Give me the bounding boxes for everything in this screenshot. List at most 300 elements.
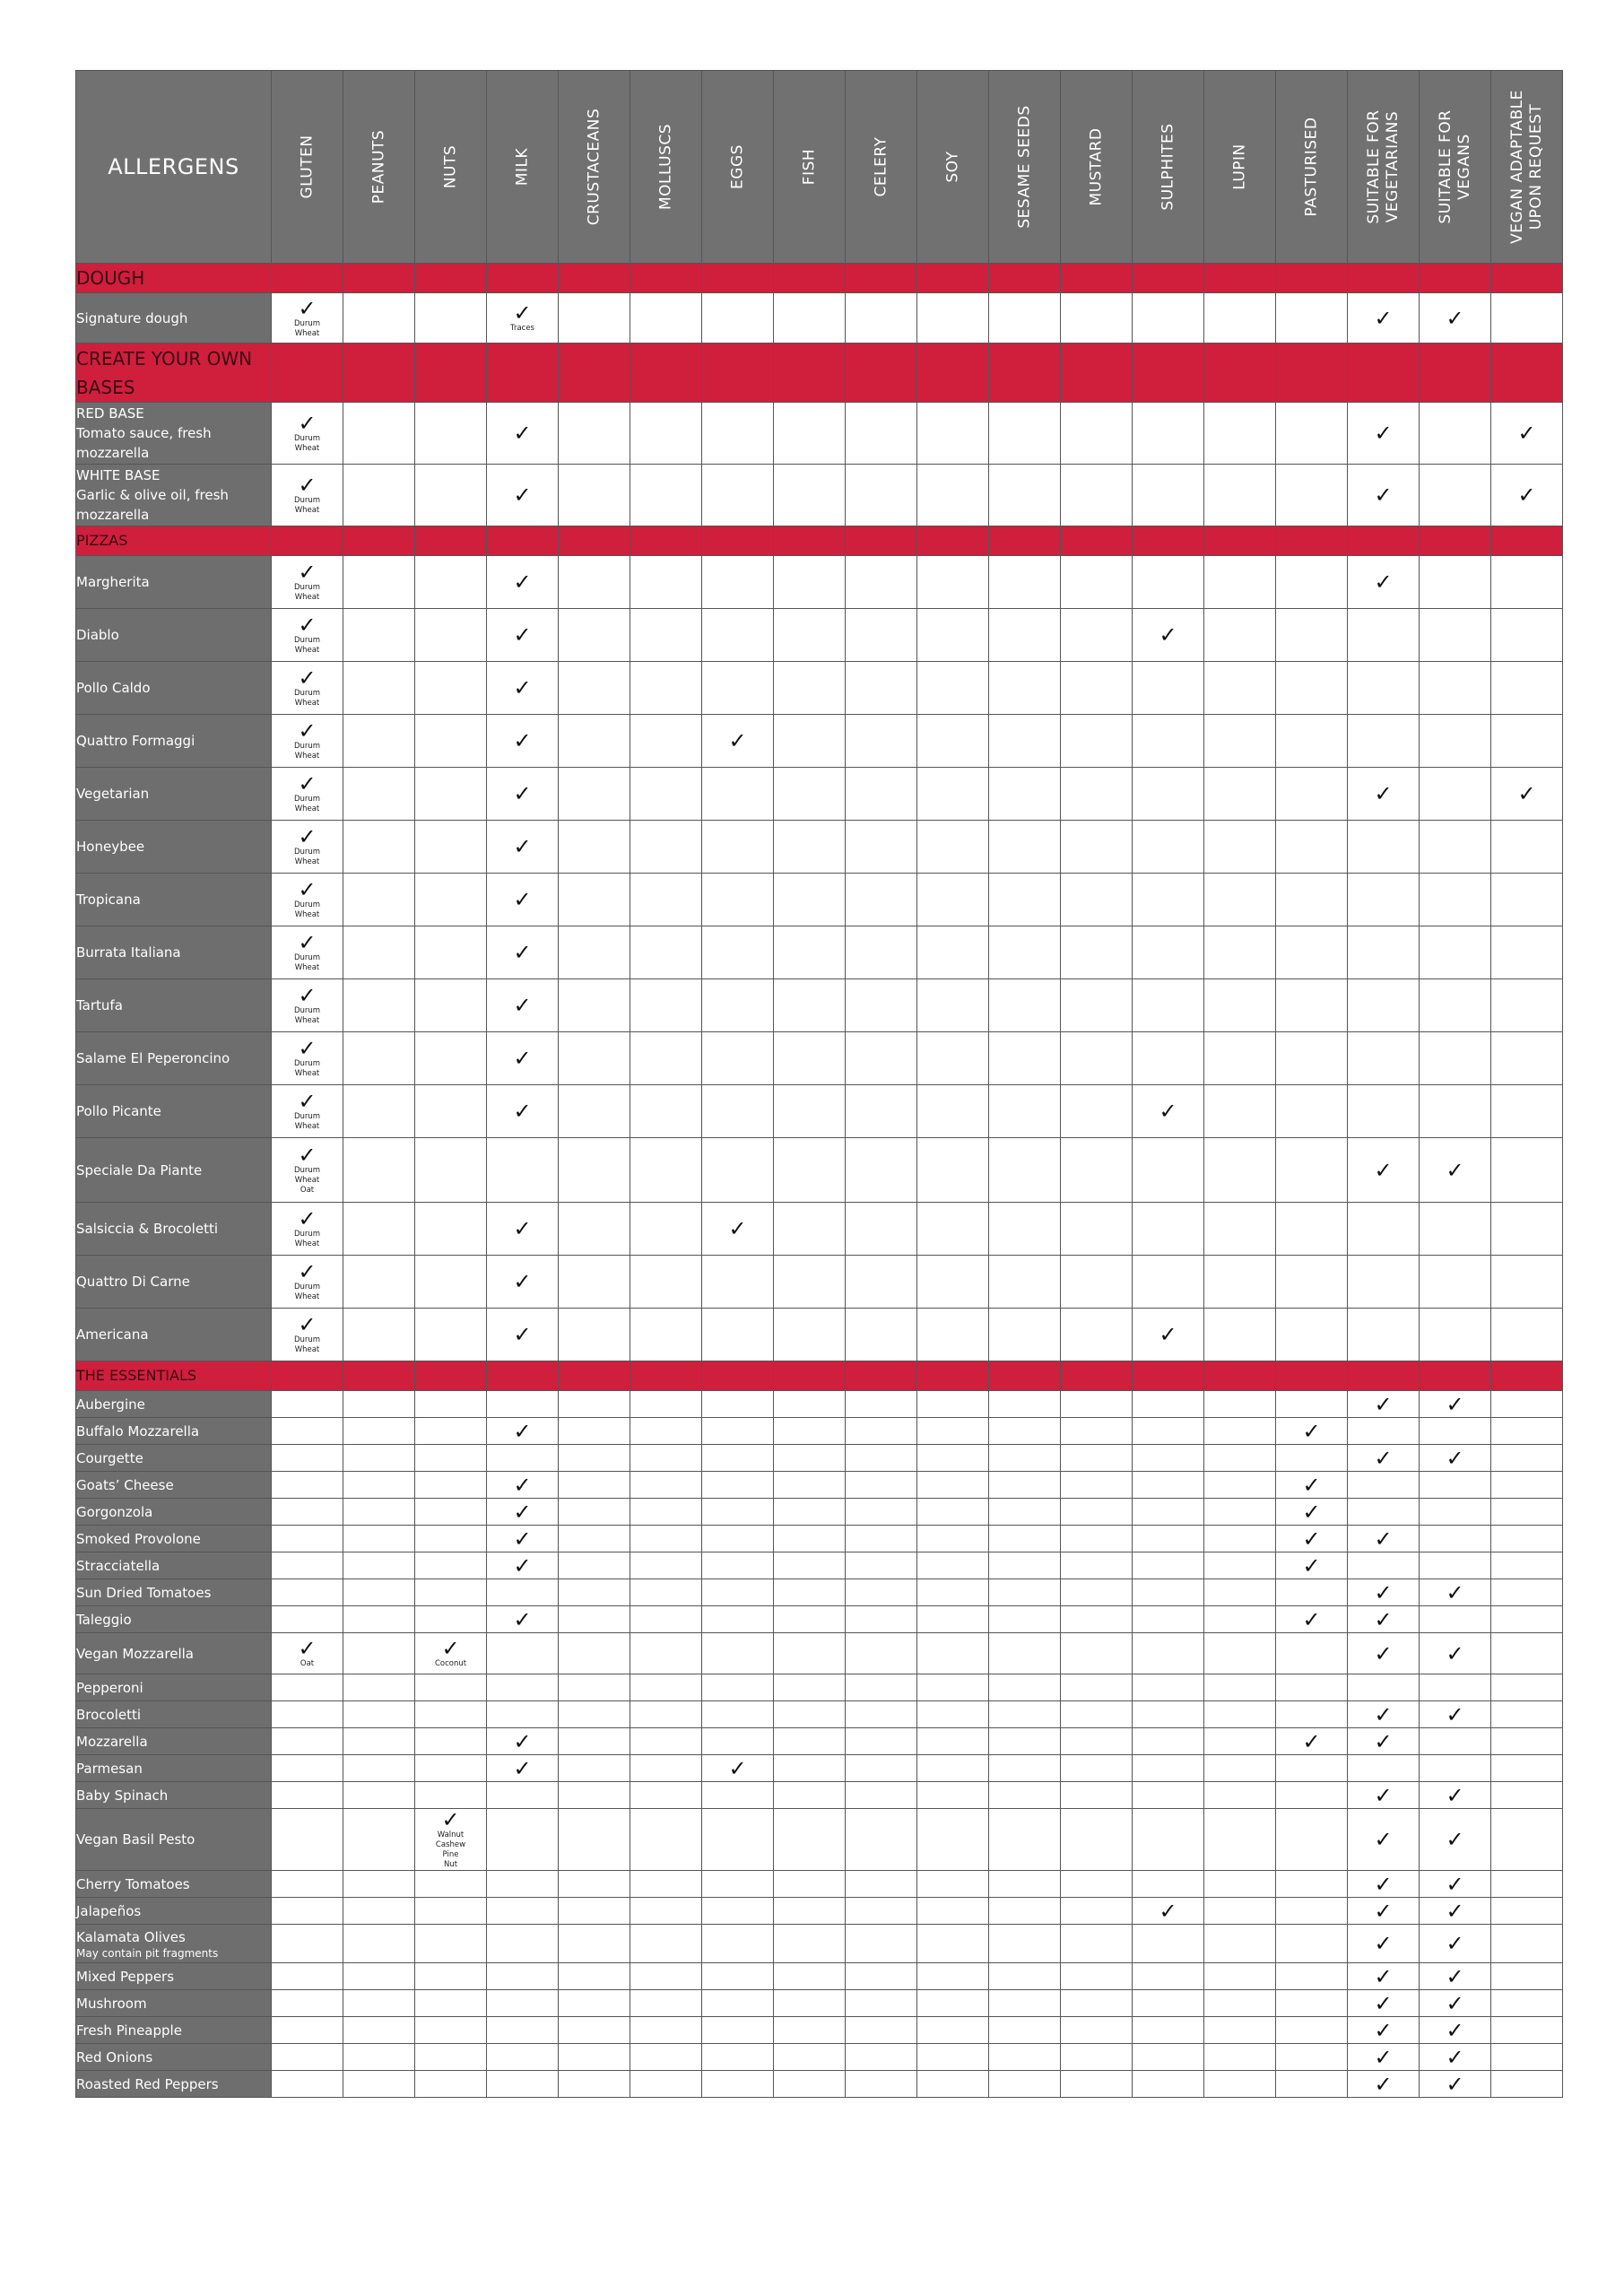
check-icon: ✓ xyxy=(513,1418,532,1444)
allergen-cell xyxy=(559,662,630,715)
allergen-cell xyxy=(1420,1701,1491,1728)
check-icon: ✓ xyxy=(513,300,532,326)
item-name: Quattro Di Carne xyxy=(76,1256,272,1309)
allergen-cell xyxy=(559,1391,630,1418)
allergen-note: Durum xyxy=(293,1112,321,1121)
allergen-cell xyxy=(774,1963,846,1990)
allergen-cell xyxy=(989,1499,1061,1526)
allergen-cell xyxy=(272,768,343,821)
check-icon: ✓ xyxy=(298,718,317,744)
check-icon: ✓ xyxy=(1159,1099,1177,1124)
check-icon: ✓ xyxy=(513,1046,532,1071)
allergen-cell xyxy=(343,715,415,768)
allergen-cell xyxy=(487,609,559,662)
check-icon: ✓ xyxy=(1374,2044,1393,2070)
allergen-cell xyxy=(487,1606,559,1633)
check-icon: ✓ xyxy=(1446,1990,1464,2016)
allergen-cell xyxy=(272,1085,343,1138)
check-icon: ✓ xyxy=(1446,1782,1464,1808)
allergen-cell xyxy=(1491,1552,1563,1579)
allergen-cell xyxy=(917,1203,989,1256)
allergen-cell xyxy=(702,1606,774,1633)
allergen-cell xyxy=(1491,1526,1563,1552)
allergen-cell xyxy=(917,2044,989,2071)
allergen-cell xyxy=(917,1782,989,1809)
allergen-cell xyxy=(1061,1085,1133,1138)
allergen-note: Wheat xyxy=(294,506,320,515)
item-name: Jalapeños xyxy=(76,1898,272,1925)
allergen-cell xyxy=(989,1755,1061,1782)
allergen-cell xyxy=(1348,1755,1420,1782)
section-fill-cell xyxy=(774,264,846,293)
section-fill-cell xyxy=(1491,526,1563,556)
item-name: Tropicana xyxy=(76,874,272,926)
section-fill-cell xyxy=(846,526,917,556)
allergen-cell xyxy=(917,768,989,821)
allergen-cell xyxy=(630,715,702,768)
allergen-cell xyxy=(989,874,1061,926)
allergen-cell xyxy=(415,1674,487,1701)
allergen-cell xyxy=(1204,821,1276,874)
allergen-cell xyxy=(917,1085,989,1138)
section-fill-cell xyxy=(272,264,343,293)
allergen-cell xyxy=(774,821,846,874)
allergen-cell xyxy=(1276,2017,1348,2044)
check-icon: ✓ xyxy=(1374,421,1393,446)
section-fill-cell xyxy=(1348,264,1420,293)
section-fill-cell xyxy=(1204,1361,1276,1391)
allergen-cell xyxy=(1348,403,1420,465)
allergen-cell xyxy=(487,293,559,344)
allergen-cell xyxy=(1276,465,1348,526)
allergen-cell xyxy=(1276,1552,1348,1579)
allergen-cell xyxy=(774,1418,846,1445)
check-icon: ✓ xyxy=(1446,1391,1464,1417)
table-row xyxy=(76,874,1563,926)
table-row xyxy=(76,1085,1563,1138)
allergen-cell xyxy=(1204,926,1276,979)
allergen-cell xyxy=(917,1990,989,2017)
allergen-cell xyxy=(1204,1552,1276,1579)
allergen-note: Durum xyxy=(293,1059,321,1068)
allergen-cell xyxy=(1204,1606,1276,1633)
allergen-cell xyxy=(989,1445,1061,1472)
allergen-cell xyxy=(1491,2044,1563,2071)
item-name: Courgette xyxy=(76,1445,272,1472)
item-name: Gorgonzola xyxy=(76,1499,272,1526)
section-fill-cell xyxy=(774,526,846,556)
allergen-cell xyxy=(1204,979,1276,1032)
allergen-cell xyxy=(846,1391,917,1418)
allergen-cell xyxy=(415,403,487,465)
allergen-cell xyxy=(1133,1032,1204,1085)
allergen-cell xyxy=(1276,1138,1348,1203)
item-name: Smoked Provolone xyxy=(76,1526,272,1552)
table-row xyxy=(76,1472,1563,1499)
section-fill-cell xyxy=(343,1361,415,1391)
section-fill-cell xyxy=(1061,526,1133,556)
table-row xyxy=(76,821,1563,874)
allergen-cell xyxy=(774,1256,846,1309)
allergen-cell xyxy=(1133,1203,1204,1256)
allergen-cell xyxy=(1133,1552,1204,1579)
allergen-cell xyxy=(415,821,487,874)
check-icon: ✓ xyxy=(298,1036,317,1061)
allergen-cell xyxy=(702,293,774,344)
allergen-cell xyxy=(774,1809,846,1871)
allergen-cell xyxy=(1276,1871,1348,1898)
allergen-cell xyxy=(1133,556,1204,609)
table-row xyxy=(76,609,1563,662)
column-header-0 xyxy=(272,71,343,264)
check-icon: ✓ xyxy=(513,1526,532,1552)
table-row xyxy=(76,979,1563,1032)
allergen-cell xyxy=(487,1526,559,1552)
allergen-cell xyxy=(1348,609,1420,662)
allergen-cell xyxy=(846,821,917,874)
allergen-cell xyxy=(917,1418,989,1445)
allergen-cell xyxy=(1491,768,1563,821)
allergen-cell xyxy=(846,662,917,715)
allergen-cell xyxy=(415,1579,487,1606)
allergen-cell xyxy=(415,1782,487,1809)
check-icon: ✓ xyxy=(513,421,532,446)
allergen-cell xyxy=(343,1728,415,1755)
table-row xyxy=(76,2071,1563,2098)
allergen-cell xyxy=(630,821,702,874)
allergen-cell xyxy=(487,1633,559,1674)
allergen-cell xyxy=(487,1871,559,1898)
allergen-cell xyxy=(559,979,630,1032)
section-fill-cell xyxy=(702,526,774,556)
allergen-cell xyxy=(702,1579,774,1606)
allergen-cell xyxy=(917,2017,989,2044)
allergen-cell xyxy=(1348,1898,1420,1925)
allergen-cell xyxy=(1061,1309,1133,1361)
allergen-cell xyxy=(1133,609,1204,662)
allergen-cell xyxy=(630,556,702,609)
allergen-cell xyxy=(702,821,774,874)
check-icon: ✓ xyxy=(298,295,317,321)
allergen-cell xyxy=(1348,465,1420,526)
allergen-cell xyxy=(630,1203,702,1256)
allergen-cell xyxy=(343,1606,415,1633)
allergen-note: Durum xyxy=(293,848,321,857)
allergen-cell xyxy=(559,403,630,465)
allergen-cell xyxy=(846,1782,917,1809)
allergen-cell xyxy=(1348,1633,1420,1674)
allergen-cell xyxy=(1491,609,1563,662)
allergen-cell xyxy=(630,1871,702,1898)
check-icon: ✓ xyxy=(1446,2071,1464,2097)
allergen-cell xyxy=(1420,1579,1491,1606)
allergen-cell xyxy=(630,1633,702,1674)
allergen-cell xyxy=(917,609,989,662)
allergen-cell xyxy=(1420,1445,1491,1472)
allergen-cell xyxy=(343,1809,415,1871)
allergen-cell xyxy=(1348,1445,1420,1472)
item-name xyxy=(76,465,272,526)
allergen-cell xyxy=(989,1472,1061,1499)
allergen-cell xyxy=(343,768,415,821)
allergen-cell xyxy=(917,1809,989,1871)
column-header-12 xyxy=(1133,71,1204,264)
allergen-note: Wheat xyxy=(294,1239,320,1248)
allergen-cell xyxy=(989,1138,1061,1203)
allergen-cell xyxy=(1133,1309,1204,1361)
column-header-label: PASTURISED xyxy=(1302,117,1320,217)
allergen-cell xyxy=(343,662,415,715)
allergen-cell xyxy=(1276,768,1348,821)
allergen-cell xyxy=(1491,1579,1563,1606)
item-name: Tartufa xyxy=(76,979,272,1032)
allergen-cell xyxy=(1491,1898,1563,1925)
allergen-cell xyxy=(487,821,559,874)
allergen-cell xyxy=(1420,403,1491,465)
allergen-note: Wheat xyxy=(294,328,320,338)
allergen-cell xyxy=(1204,1418,1276,1445)
allergen-cell xyxy=(846,1418,917,1445)
allergen-cell xyxy=(630,609,702,662)
allergen-cell xyxy=(630,1391,702,1418)
allergen-cell xyxy=(487,1203,559,1256)
allergen-cell xyxy=(487,715,559,768)
allergen-cell xyxy=(272,1138,343,1203)
allergen-cell xyxy=(1204,2017,1276,2044)
allergen-cell xyxy=(1133,1782,1204,1809)
column-header-label: PEANUTS xyxy=(369,129,387,204)
allergen-cell xyxy=(487,556,559,609)
check-icon: ✓ xyxy=(298,473,317,498)
allergen-cell xyxy=(1348,1674,1420,1701)
allergen-cell xyxy=(989,1990,1061,2017)
allergen-cell xyxy=(774,1674,846,1701)
allergen-cell xyxy=(1348,715,1420,768)
allergen-cell xyxy=(1061,2017,1133,2044)
check-icon: ✓ xyxy=(1374,1782,1393,1808)
check-icon: ✓ xyxy=(1446,1898,1464,1924)
allergen-cell xyxy=(343,293,415,344)
check-icon: ✓ xyxy=(1374,1827,1393,1852)
allergen-cell xyxy=(774,1203,846,1256)
allergen-cell xyxy=(989,2071,1061,2098)
check-icon: ✓ xyxy=(1374,305,1393,331)
allergen-cell xyxy=(272,1552,343,1579)
allergen-cell xyxy=(487,874,559,926)
table-row xyxy=(76,1990,1563,2017)
section-fill-cell xyxy=(487,526,559,556)
allergen-cell xyxy=(630,293,702,344)
allergen-note: Wheat xyxy=(294,646,320,655)
allergen-cell xyxy=(702,1963,774,1990)
allergen-cell xyxy=(1061,403,1133,465)
item-name: Vegan Basil Pesto xyxy=(76,1809,272,1871)
allergen-cell xyxy=(1204,1963,1276,1990)
allergen-cell xyxy=(487,2017,559,2044)
section-fill-cell xyxy=(1420,1361,1491,1391)
allergen-cell xyxy=(1276,1674,1348,1701)
allergen-cell xyxy=(559,556,630,609)
allergen-cell xyxy=(1420,609,1491,662)
allergen-cell xyxy=(1348,1809,1420,1871)
allergen-cell xyxy=(1491,979,1563,1032)
allergen-cell xyxy=(1133,465,1204,526)
allergen-cell xyxy=(559,1579,630,1606)
allergen-note: Durum xyxy=(293,1283,321,1292)
allergen-cell xyxy=(272,2017,343,2044)
section-fill-cell xyxy=(415,344,487,403)
allergen-cell xyxy=(917,1472,989,1499)
allergen-cell xyxy=(343,1138,415,1203)
allergen-cell xyxy=(415,465,487,526)
allergen-cell xyxy=(559,2044,630,2071)
allergen-cell xyxy=(989,1418,1061,1445)
column-header-1 xyxy=(343,71,415,264)
check-icon: ✓ xyxy=(1517,781,1536,806)
allergen-cell xyxy=(630,2017,702,2044)
allergen-cell xyxy=(415,1925,487,1963)
allergen-cell xyxy=(702,465,774,526)
allergen-cell xyxy=(1420,1871,1491,1898)
column-header-15 xyxy=(1348,71,1420,264)
allergen-cell xyxy=(917,1138,989,1203)
check-icon: ✓ xyxy=(1446,2017,1464,2043)
allergen-cell xyxy=(989,1963,1061,1990)
allergen-cell xyxy=(702,1472,774,1499)
allergen-cell xyxy=(1204,2071,1276,2098)
column-header-label: MOLLUSCS xyxy=(656,123,674,211)
allergen-cell xyxy=(846,1898,917,1925)
allergen-cell xyxy=(559,821,630,874)
allergen-cell xyxy=(702,1418,774,1445)
item-name-line: mozzarella xyxy=(76,507,150,523)
allergen-note: Durum xyxy=(293,689,321,698)
allergen-cell xyxy=(1276,874,1348,926)
allergen-cell xyxy=(415,293,487,344)
allergen-note: Durum xyxy=(293,900,321,909)
allergen-cell xyxy=(487,1032,559,1085)
check-icon: ✓ xyxy=(1374,1640,1393,1666)
allergen-cell xyxy=(702,2071,774,2098)
table-row xyxy=(76,1809,1563,1871)
check-icon: ✓ xyxy=(1159,1322,1177,1347)
allergen-cell xyxy=(272,556,343,609)
check-icon: ✓ xyxy=(1517,483,1536,508)
allergen-cell xyxy=(1348,1203,1420,1256)
allergen-cell xyxy=(1420,1085,1491,1138)
allergen-cell xyxy=(1204,403,1276,465)
allergen-cell xyxy=(1348,2071,1420,2098)
allergen-cell xyxy=(272,1391,343,1418)
allergen-cell xyxy=(559,1085,630,1138)
allergen-cell xyxy=(1348,1085,1420,1138)
allergen-note: Wheat xyxy=(294,857,320,866)
allergen-cell xyxy=(702,1032,774,1085)
table-row xyxy=(76,1579,1563,1606)
allergen-cell xyxy=(487,1391,559,1418)
check-icon: ✓ xyxy=(1374,1728,1393,1754)
allergen-cell xyxy=(989,926,1061,979)
allergen-note: Cashew xyxy=(435,1840,466,1849)
column-header-14 xyxy=(1276,71,1348,264)
allergen-cell xyxy=(917,715,989,768)
allergen-cell xyxy=(917,1871,989,1898)
section-fill-cell xyxy=(1420,344,1491,403)
allergen-cell xyxy=(1061,293,1133,344)
allergen-cell xyxy=(1133,926,1204,979)
allergen-note: Durum xyxy=(293,742,321,751)
allergen-cell xyxy=(917,979,989,1032)
allergen-cell xyxy=(1204,1526,1276,1552)
allergen-note: Wheat xyxy=(294,752,320,761)
allergen-cell xyxy=(272,979,343,1032)
allergen-note: Durum xyxy=(293,434,321,443)
allergen-cell xyxy=(702,1809,774,1871)
allergen-cell xyxy=(917,1552,989,1579)
allergen-note: Wheat xyxy=(294,1176,320,1185)
check-icon: ✓ xyxy=(1374,1579,1393,1605)
allergen-cell xyxy=(1133,1728,1204,1755)
allergen-cell xyxy=(272,1418,343,1445)
check-icon: ✓ xyxy=(513,1472,532,1498)
column-header-label: NUTS xyxy=(441,144,459,189)
check-icon: ✓ xyxy=(513,1728,532,1754)
allergen-cell xyxy=(415,1138,487,1203)
table-row xyxy=(76,1755,1563,1782)
allergen-cell xyxy=(774,1032,846,1085)
allergen-cell xyxy=(1348,1579,1420,1606)
allergen-cell xyxy=(1133,2044,1204,2071)
allergen-note: Coconut xyxy=(434,1659,467,1668)
allergen-cell xyxy=(846,1309,917,1361)
allergen-cell xyxy=(1348,556,1420,609)
allergen-cell xyxy=(1491,1472,1563,1499)
check-icon: ✓ xyxy=(298,1636,317,1661)
allergen-cell xyxy=(1491,926,1563,979)
allergen-cell xyxy=(1491,1963,1563,1990)
allergen-cell xyxy=(1348,1309,1420,1361)
allergen-cell xyxy=(559,1418,630,1445)
allergen-cell xyxy=(343,1418,415,1445)
check-icon: ✓ xyxy=(513,940,532,965)
allergen-note: Wheat xyxy=(294,699,320,708)
allergen-cell xyxy=(1133,1925,1204,1963)
allergen-cell xyxy=(1348,1606,1420,1633)
allergen-cell xyxy=(630,1898,702,1925)
allergen-note: Durum xyxy=(293,496,321,505)
column-header-label: UPON REQUEST xyxy=(1526,103,1545,230)
allergen-cell xyxy=(415,1606,487,1633)
allergen-cell xyxy=(1061,1898,1133,1925)
check-icon: ✓ xyxy=(298,1206,317,1231)
allergen-cell xyxy=(487,2044,559,2071)
allergen-cell xyxy=(343,1526,415,1552)
section-fill-cell xyxy=(343,264,415,293)
allergen-cell xyxy=(846,1579,917,1606)
column-header-8 xyxy=(846,71,917,264)
allergen-cell xyxy=(702,768,774,821)
allergen-cell xyxy=(559,1526,630,1552)
allergen-cell xyxy=(630,1674,702,1701)
allergen-note: Oat xyxy=(300,1659,315,1668)
allergen-cell xyxy=(630,1809,702,1871)
section-fill-cell xyxy=(989,344,1061,403)
allergen-cell xyxy=(1491,821,1563,874)
section-fill-cell xyxy=(630,344,702,403)
table-row xyxy=(76,1445,1563,1472)
check-icon: ✓ xyxy=(298,930,317,955)
item-name: Salame El Peperoncino xyxy=(76,1032,272,1085)
